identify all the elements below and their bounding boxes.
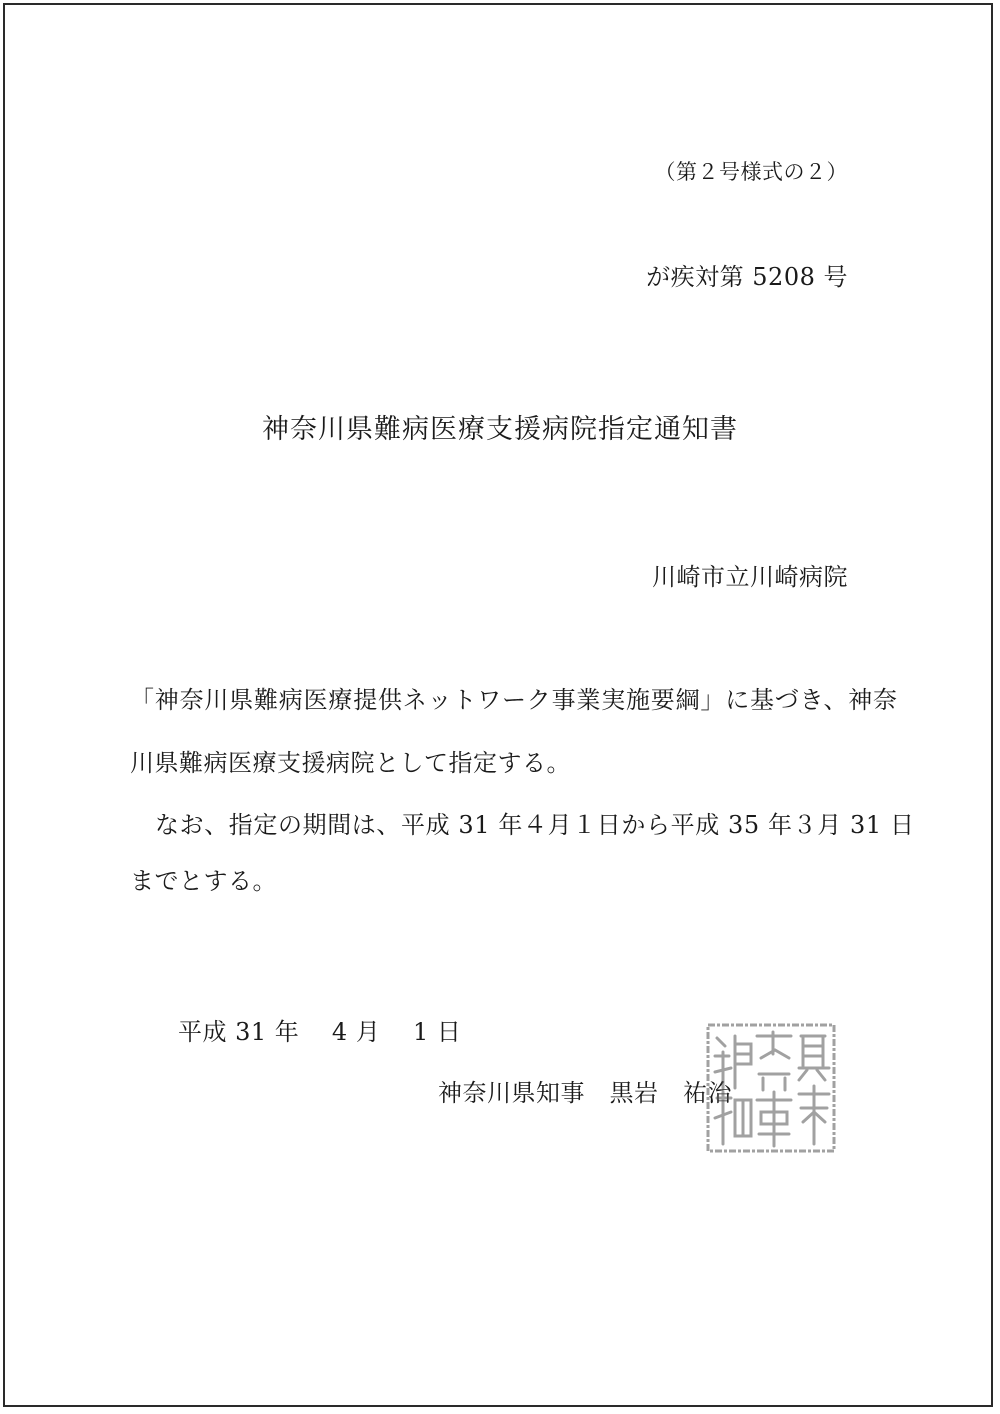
form-number: （第２号様式の２） — [654, 160, 848, 184]
body-paragraph-line: なお、指定の期間は、平成 31 年４月１日から平成 35 年３月 31 日 — [155, 811, 915, 839]
seal-graphic — [705, 1022, 837, 1154]
issue-date: 平成 31 年 4 月 1 日 — [178, 1018, 462, 1046]
official-seal-stamp — [705, 1022, 837, 1154]
body-paragraph-line: 「神奈川県難病医療提供ネットワーク事業実施要綱」に基づき、神奈 — [130, 686, 898, 714]
document-title: 神奈川県難病医療支援病院指定通知書 — [262, 414, 738, 445]
document-number: が疾対第 5208 号 — [646, 263, 848, 291]
body-paragraph-line: までとする。 — [130, 867, 277, 895]
body-paragraph-line: 川県難病医療支援病院として指定する。 — [130, 749, 571, 777]
recipient-name: 川崎市立川崎病院 — [652, 563, 848, 591]
signatory-name: 神奈川県知事 黒岩 祐治 — [438, 1079, 732, 1107]
